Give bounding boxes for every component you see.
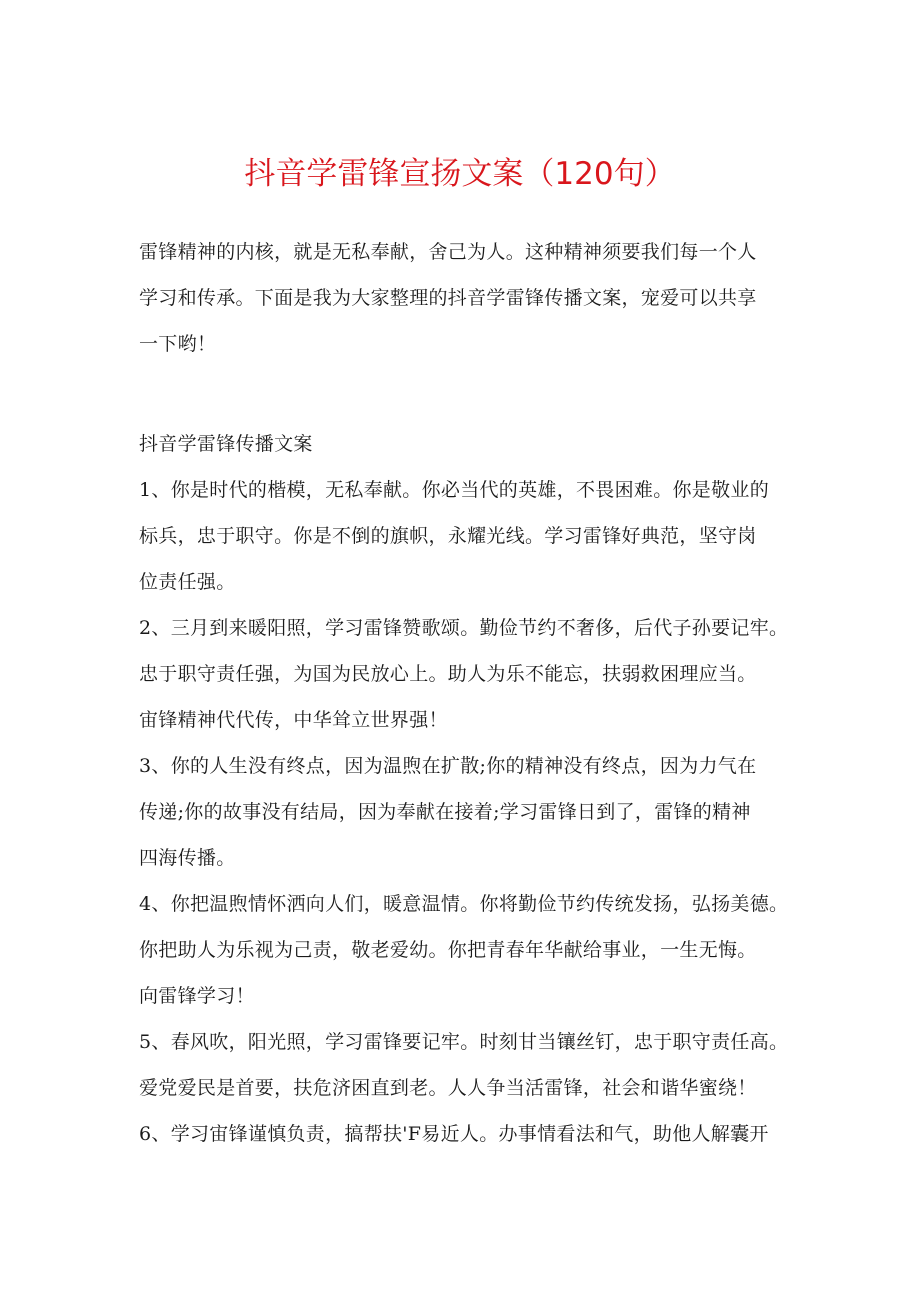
- intro-paragraph: [139, 229, 789, 367]
- list-item-line: 忠于职守责任强，为国为民放心上。助人为乐不能忘，扶弱救困理应当。: [139, 663, 757, 685]
- list-item-line: 5、春风吹，阳光照，学习雷锋要记牢。时刻甘当镶丝钉，忠于职守责任高。: [139, 1031, 789, 1053]
- list-item-line: 6、学习宙锋谨慎负责，搞帮扶'F易近人。办事情看法和气，助他人解囊开: [139, 1123, 769, 1145]
- list-item-1: [139, 467, 789, 605]
- list-item-2: [139, 605, 789, 743]
- item-list: [139, 467, 789, 1157]
- list-item-line: 1、你是时代的楷模，无私奉献。你必当代的英雄，不畏困难。你是敬业的: [139, 479, 769, 501]
- list-item-line: 四海传播。: [139, 847, 236, 869]
- section-heading: [139, 421, 789, 467]
- list-item-line: 2、三月到来暖阳照，学习雷锋赞歌颂。勤俭节约不奢侈，后代子孙要记牢。: [139, 617, 789, 639]
- intro-line: 雷锋精神的内核，就是无私奉献，舍己为人。这种精神须要我们每一个人: [139, 241, 757, 263]
- list-item-line: 爱党爱民是首要，扶危济困直到老。人人争当活雷锋，社会和谐华蜜绕！: [139, 1077, 757, 1099]
- intro-line: 学习和传承。下面是我为大家整理的抖音学雷锋传播文案，宠爱可以共享: [139, 287, 757, 309]
- list-item-line: 位责任强。: [139, 571, 236, 593]
- list-item-line: 传递;你的故事没有结局，因为奉献在接着;学习雷锋日到了，雷锋的精神: [139, 801, 751, 823]
- list-item-line: 3、你的人生没有终点，因为温煦在扩散;你的精神没有终点，因为力气在: [139, 755, 757, 777]
- list-item-line: 向雷锋学习！: [139, 985, 255, 1007]
- intro-line: 一下哟！: [139, 333, 217, 355]
- section-heading-text: 抖音学雷锋传播文案: [139, 433, 313, 455]
- list-item-5: [139, 1019, 789, 1111]
- list-item-6: [139, 1111, 789, 1157]
- list-item-line: 4、你把温煦情怀洒向人们，暖意温情。你将勤俭节约传统发扬，弘扬美德。: [139, 893, 789, 915]
- list-item-line: 标兵，忠于职守。你是不倒的旗帜，永耀光线。学习雷锋好典范，坚守岗: [139, 525, 757, 547]
- document-title: 抖音学雷锋宣扬文案（120句）: [244, 156, 676, 192]
- list-item-4: [139, 881, 789, 1019]
- list-item-line: 宙锋精神代代传，中华耸立世界强！: [139, 709, 448, 731]
- list-item-line: 你把助人为乐视为己责，敬老爱幼。你把青春年华献给事业，一生无悔。: [139, 939, 757, 961]
- list-item-3: [139, 743, 789, 881]
